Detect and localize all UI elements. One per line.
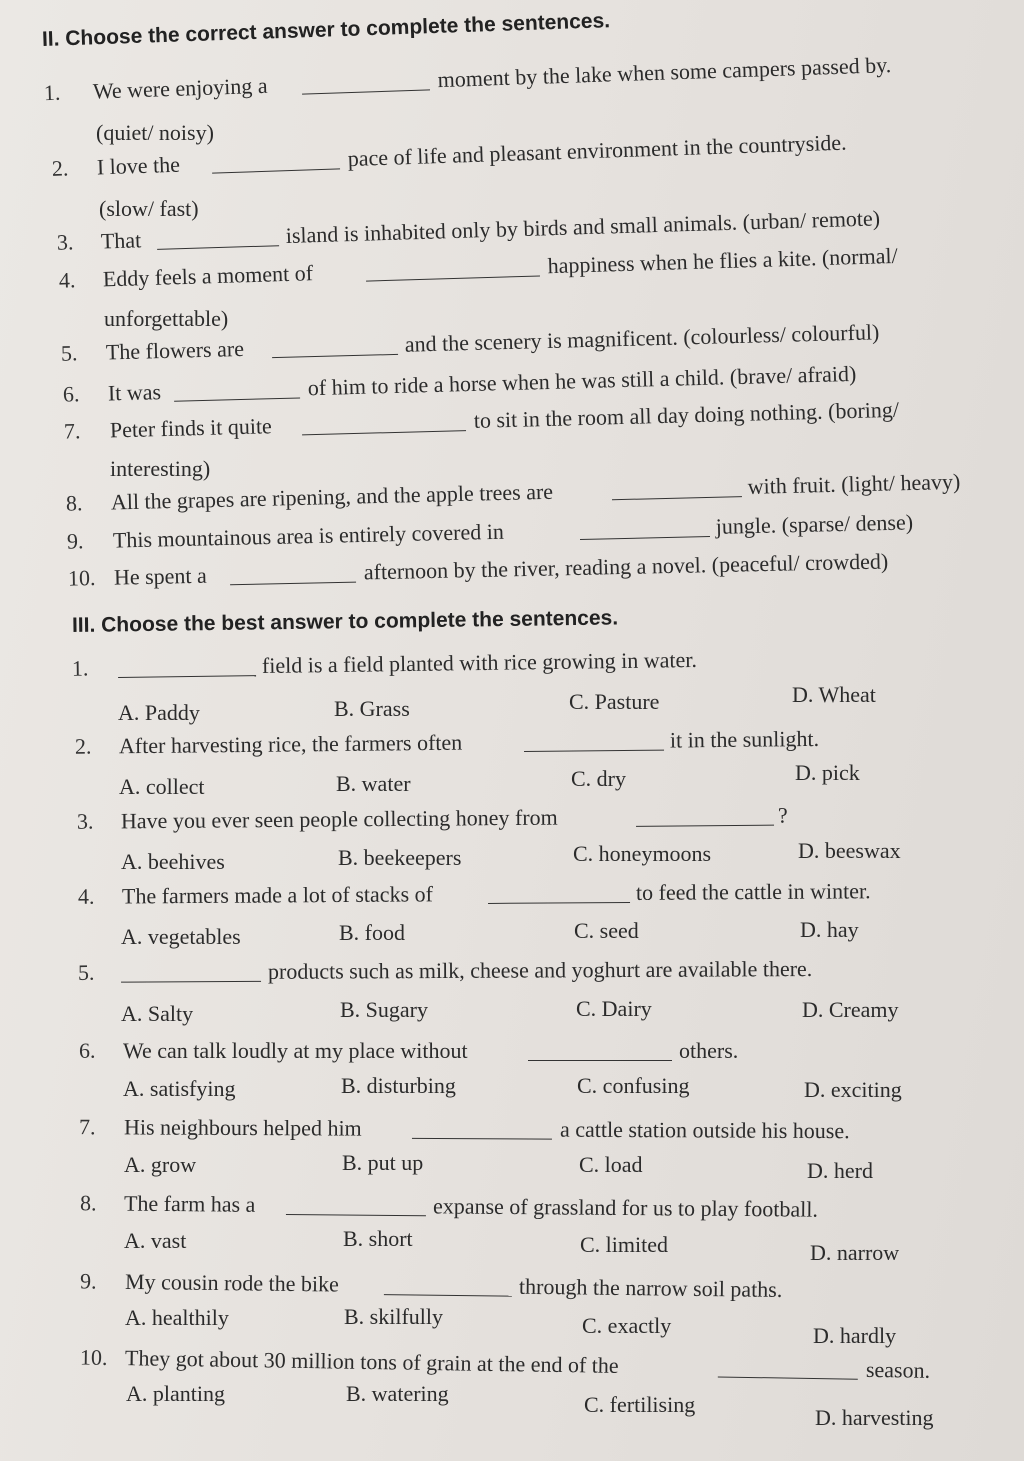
question-number: 6. [79, 1038, 96, 1063]
answer-blank[interactable] [230, 560, 356, 586]
option-c[interactable]: C. load [579, 1152, 643, 1177]
question-text: pace of life and pleasant environment in the countryside. [347, 129, 847, 172]
s3-question-7 [0, 1114, 1024, 1151]
question-text: We were enjoying a [92, 72, 268, 104]
answer-blank[interactable] [488, 880, 630, 904]
answer-blank[interactable] [384, 1272, 512, 1297]
option-d[interactable]: D. narrow [810, 1240, 900, 1265]
question-text: jungle. (sparse/ dense) [715, 509, 914, 539]
answer-blank[interactable] [718, 1354, 858, 1379]
answer-blank[interactable] [156, 223, 279, 250]
question-number: 5. [60, 340, 78, 366]
option-c[interactable]: C. fertilising [584, 1392, 696, 1417]
question-text: The farmers made a lot of stacks of [121, 881, 433, 909]
question-number: 9. [79, 1268, 97, 1294]
question-number: 8. [79, 1190, 97, 1216]
option-b[interactable]: B. water [336, 771, 411, 796]
question-text: The flowers are [105, 335, 245, 365]
question-text: field is a field planted with rice growing in water. [261, 646, 698, 679]
question-text: We can talk loudly at my place without [123, 1038, 468, 1063]
s2-question-2-options: (slow/ fast) [99, 196, 199, 221]
question-text: Have you ever seen people collecting honey from [120, 804, 558, 834]
question-text: it in the sunlight. [669, 725, 820, 753]
question-text: I love the [96, 151, 181, 180]
question-number: 8. [65, 490, 83, 516]
question-text: through the narrow soil paths. [518, 1273, 783, 1302]
s3-question-3 [0, 801, 1024, 842]
answer-blank[interactable] [528, 1038, 672, 1061]
option-b[interactable]: B. short [343, 1226, 413, 1251]
option-a[interactable]: A. satisfying [123, 1076, 236, 1101]
option-c[interactable]: C. Pasture [569, 689, 660, 714]
option-a[interactable]: A. planting [126, 1381, 225, 1406]
question-text: products such as milk, cheese and yoghurt are available there. [267, 956, 813, 984]
question-text: and the scenery is magnificent. (colourless/ colourful) [404, 319, 880, 357]
question-text: others. [679, 1038, 739, 1063]
question-text: All the grapes are ripening, and the apple trees are [110, 478, 554, 515]
option-b[interactable]: B. disturbing [341, 1073, 456, 1098]
question-text: afternoon by the river, reading a novel. (peaceful/ crowded) [363, 548, 889, 585]
question-number: 5. [77, 959, 95, 985]
answer-blank[interactable] [121, 959, 261, 983]
answer-blank[interactable] [580, 514, 710, 540]
option-a[interactable]: A. beehives [121, 849, 225, 874]
option-c[interactable]: C. seed [574, 918, 639, 943]
option-d[interactable]: D. harvesting [815, 1405, 934, 1430]
question-number: 7. [78, 1114, 96, 1140]
option-a[interactable]: A. grow [124, 1152, 197, 1177]
option-c[interactable]: C. confusing [577, 1073, 690, 1098]
option-d[interactable]: D. exciting [804, 1077, 902, 1102]
question-text: They got about 30 million tons of grain at the end of the [124, 1345, 619, 1378]
answer-blank[interactable] [286, 1192, 426, 1216]
question-number: 10. [67, 565, 96, 591]
option-c[interactable]: C. dry [571, 766, 626, 791]
question-text: to feed the cattle in winter. [635, 878, 871, 905]
question-number: 9. [66, 528, 84, 554]
option-d[interactable]: D. pick [795, 760, 860, 785]
answer-blank[interactable] [412, 1116, 552, 1140]
question-number: 1. [43, 79, 61, 106]
s2-question-7-options: interesting) [110, 456, 211, 481]
option-b[interactable]: B. watering [346, 1381, 449, 1406]
question-number: 2. [51, 155, 69, 181]
question-text: ? [777, 802, 788, 828]
question-number: 4. [77, 883, 95, 909]
s3-question-5 [0, 955, 1024, 992]
answer-blank[interactable] [272, 332, 399, 358]
question-text: moment by the lake when some campers passed by. [437, 52, 892, 93]
option-b[interactable]: B. put up [342, 1150, 424, 1175]
question-number: 2. [74, 733, 92, 759]
question-number: 3. [56, 229, 74, 255]
question-text: That [100, 227, 142, 254]
option-a[interactable]: A. Paddy [118, 700, 200, 725]
s3-question-8 [0, 1190, 1024, 1231]
answer-blank[interactable] [611, 474, 742, 500]
question-text: His neighbours helped him [123, 1114, 362, 1141]
answer-blank[interactable] [174, 375, 301, 401]
question-text: The farm has a [123, 1190, 256, 1217]
answer-blank[interactable] [301, 67, 430, 94]
question-text: island is inhabited only by birds and small animals. (urban/ remote) [285, 205, 881, 248]
question-text: My cousin rode the bike [124, 1268, 340, 1297]
section-3-heading: III. Choose the best answer to complete the sentences. [71, 606, 619, 637]
question-text: with fruit. (light/ heavy) [747, 468, 961, 499]
question-text: This mountainous area is entirely covered in [112, 518, 505, 553]
question-text: After harvesting rice, the farmers often [118, 729, 463, 759]
option-d[interactable]: D. herd [807, 1158, 873, 1183]
answer-blank[interactable] [365, 253, 540, 281]
option-b[interactable]: B. skilfully [344, 1304, 444, 1329]
s2-question-1-options: (quiet/ noisy) [96, 120, 214, 145]
question-number: 10. [79, 1344, 108, 1370]
question-number: 4. [58, 267, 76, 293]
option-a[interactable]: A. vast [124, 1228, 187, 1253]
s3-question-6 [0, 1038, 1024, 1070]
question-text: Eddy feels a moment of [102, 260, 314, 292]
option-b[interactable]: B. food [339, 920, 405, 945]
option-c[interactable]: C. honeymoons [573, 841, 712, 866]
s2-question-4-options: unforgettable) [104, 306, 229, 331]
question-text: He spent a [113, 562, 208, 590]
question-text: season. [865, 1356, 931, 1383]
option-a[interactable]: A. collect [119, 774, 205, 799]
s3-question-4 [0, 877, 1024, 916]
question-number: 1. [71, 655, 89, 681]
option-d[interactable]: D. beeswax [798, 838, 901, 863]
answer-blank[interactable] [118, 653, 256, 678]
question-number: 3. [76, 808, 94, 834]
question-text: expanse of grassland for us to play football. [432, 1193, 819, 1222]
option-b[interactable]: B. Grass [334, 696, 410, 721]
question-number: 7. [63, 418, 81, 444]
question-text: happiness when he flies a kite. (normal/ [547, 242, 898, 279]
question-text: It was [107, 379, 162, 406]
s3-question-2 [0, 724, 1024, 767]
option-d[interactable]: D. Wheat [792, 682, 876, 707]
option-b[interactable]: B. beekeepers [338, 845, 462, 870]
option-c[interactable]: C. Dairy [576, 996, 652, 1021]
question-text: of him to ride a horse when he was still a child. (brave/ afraid) [307, 360, 857, 401]
option-c[interactable]: C. exactly [582, 1313, 672, 1338]
answer-blank[interactable] [524, 728, 664, 752]
answer-blank[interactable] [636, 803, 774, 827]
option-a[interactable]: A. healthily [125, 1305, 229, 1330]
option-a[interactable]: A. Salty [121, 1001, 194, 1026]
question-number: 6. [62, 381, 80, 407]
answer-blank[interactable] [211, 146, 340, 173]
s2-question-1 [0, 48, 1024, 114]
question-text: to sit in the room all day doing nothing. (boring/ [473, 396, 900, 433]
question-text: Peter finds it quite [109, 413, 273, 443]
option-d[interactable]: D. Creamy [802, 997, 899, 1022]
option-c[interactable]: C. limited [580, 1232, 668, 1257]
answer-blank[interactable] [301, 408, 466, 435]
option-a[interactable]: A. vegetables [121, 924, 241, 949]
section-2-heading: II. Choose the correct answer to complete the sentences. [41, 9, 611, 51]
question-text: a cattle station outside his house. [559, 1116, 850, 1144]
option-b[interactable]: B. Sugary [340, 997, 428, 1022]
option-d[interactable]: D. hay [800, 917, 859, 942]
option-d[interactable]: D. hardly [813, 1323, 897, 1348]
